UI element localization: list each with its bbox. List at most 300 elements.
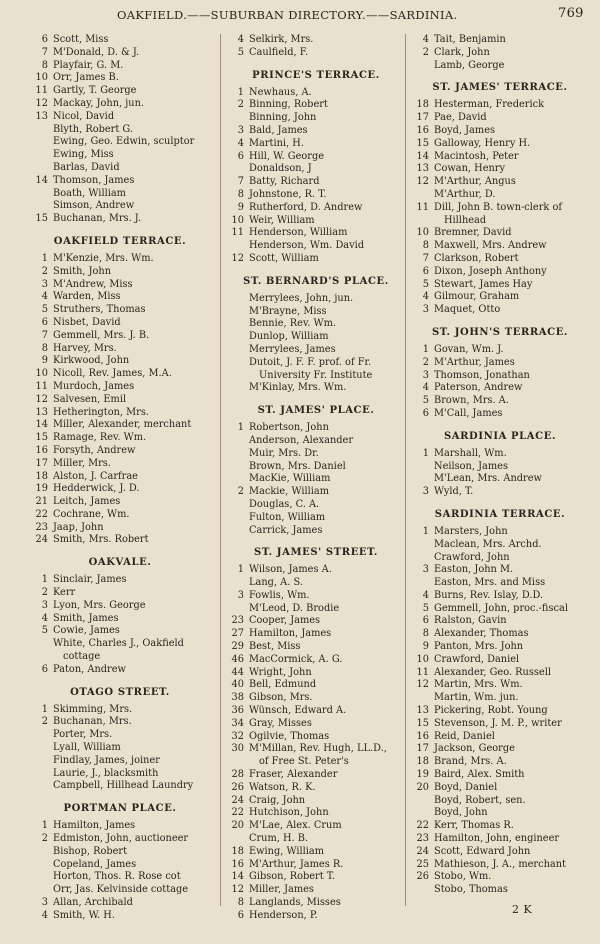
directory-entry	[411, 718, 589, 731]
resident-name: Cowan, Henry	[434, 163, 506, 175]
resident-name: Fraser, Alexander	[249, 769, 338, 781]
resident-name: Mackie, William	[249, 486, 330, 498]
directory-entry	[30, 330, 210, 343]
resident-name: Crawford, Daniel	[434, 653, 520, 665]
house-number: 3	[237, 124, 244, 136]
directory-entry	[226, 448, 406, 461]
resident-name: Smith, W. H.	[53, 909, 115, 921]
directory-entry	[411, 692, 589, 705]
resident-name: of Free St. Peter's	[259, 756, 349, 768]
house-number: 9	[422, 641, 429, 653]
resident-name: Miller, James	[249, 884, 314, 896]
resident-name: Ewing, Miss	[53, 149, 114, 161]
resident-name: Blyth, Robert G.	[53, 123, 134, 135]
resident-name: Craig, John	[249, 794, 306, 806]
resident-name: Batty, Richard	[249, 176, 320, 188]
resident-name: M'Leod, D. Brodie	[249, 602, 340, 614]
directory-entry	[411, 654, 589, 667]
house-number: 26	[231, 781, 244, 793]
resident-name: Watson, R. K.	[249, 781, 316, 793]
directory-entry	[30, 279, 210, 292]
directory-column-1	[30, 34, 210, 923]
house-number: 5	[422, 602, 429, 614]
directory-entry	[226, 718, 406, 731]
directory-entry	[226, 189, 406, 202]
resident-name: Gibson, Mrs.	[249, 692, 313, 704]
resident-name: Cochrane, Wm.	[53, 508, 130, 520]
directory-entry	[411, 603, 589, 616]
directory-entry	[411, 795, 589, 808]
resident-name: M'Arthur, James	[434, 356, 515, 368]
resident-name: Rutherford, D. Andrew	[249, 201, 363, 213]
house-number: 8	[237, 897, 244, 909]
resident-name: Murdoch, James	[53, 380, 135, 392]
directory-entry	[411, 820, 589, 833]
resident-name: Johnstone, R. T.	[249, 188, 327, 200]
house-number: 3	[41, 278, 48, 290]
street-heading: ST. JAMES' TERRACE.	[432, 82, 568, 94]
resident-name: Ogilvie, Thomas	[249, 730, 330, 742]
resident-name: Binning, John	[249, 112, 317, 124]
resident-name: MacCormick, A. G.	[249, 653, 343, 665]
house-number: 13	[35, 110, 48, 122]
house-number: 40	[231, 679, 244, 691]
resident-name: Bald, James	[249, 124, 308, 136]
directory-entry	[226, 331, 406, 344]
house-number: 10	[416, 227, 429, 239]
house-number: 10	[416, 653, 429, 665]
directory-entry	[30, 304, 210, 317]
house-number: 5	[41, 625, 48, 637]
directory-entry	[411, 215, 589, 228]
directory-entry	[411, 189, 589, 202]
resident-name: Wilson, James A.	[249, 564, 332, 576]
resident-name: M'Arthur, James R.	[249, 858, 344, 870]
house-number: 20	[231, 820, 244, 832]
running-title: OAKFIELD.——SUBURBAN DIRECTORY.——SARDINIA.	[117, 8, 458, 22]
directory-entry	[30, 458, 210, 471]
directory-entry	[30, 407, 210, 420]
page-header	[0, 6, 600, 26]
directory-entry	[226, 769, 406, 782]
house-number: 1	[41, 574, 48, 586]
resident-name: White, Charles J., Oakfield	[53, 638, 184, 650]
resident-name: Gray, Misses	[249, 717, 312, 729]
directory-entry	[226, 125, 406, 138]
directory-entry	[30, 85, 210, 98]
resident-name: Buchanan, Mrs. J.	[53, 213, 142, 225]
resident-name: Robertson, John	[249, 422, 329, 434]
house-number: 2	[41, 833, 48, 845]
resident-name: Donaldson, J	[249, 163, 312, 175]
house-number: 18	[416, 99, 429, 111]
directory-entry	[30, 47, 210, 60]
directory-entry	[30, 613, 210, 626]
directory-entry	[226, 435, 406, 448]
directory-entry	[411, 667, 589, 680]
directory-entry	[226, 603, 406, 616]
resident-name: Dixon, Joseph Anthony	[434, 265, 547, 277]
house-number: 13	[416, 163, 429, 175]
directory-entry	[226, 756, 406, 769]
street-heading: OAKVALE.	[88, 557, 152, 569]
street-heading: ST. JAMES' STREET.	[254, 547, 378, 559]
directory-entry	[226, 293, 406, 306]
street-heading: ST. BERNARD'S PLACE.	[243, 275, 389, 287]
directory-entry	[411, 577, 589, 590]
resident-name: Bishop, Robert	[53, 845, 128, 857]
directory-entry	[411, 769, 589, 782]
directory-entry	[411, 705, 589, 718]
directory-entry	[411, 461, 589, 474]
resident-name: Scott, William	[249, 252, 319, 264]
resident-name: Boyd, Daniel	[434, 781, 498, 793]
house-number: 28	[231, 769, 244, 781]
resident-name: Crum, H. B.	[249, 833, 309, 845]
house-number: 18	[231, 845, 244, 857]
directory-entry	[411, 125, 589, 138]
directory-entry	[30, 587, 210, 600]
house-number: 30	[231, 743, 244, 755]
directory-entry	[411, 526, 589, 539]
directory-entry	[226, 884, 406, 897]
directory-entry	[226, 833, 406, 846]
resident-name: Porter, Mrs.	[53, 729, 113, 741]
directory-entry	[226, 705, 406, 718]
directory-entry	[411, 641, 589, 654]
directory-entry	[226, 667, 406, 680]
resident-name: Hillhead	[444, 214, 487, 226]
house-number: 3	[422, 486, 429, 498]
directory-entry	[226, 240, 406, 253]
resident-name: Dutoit, J. F. F. prof. of Fr.	[249, 356, 372, 368]
resident-name: Paterson, Andrew	[434, 382, 523, 394]
resident-name: Easton, John M.	[434, 564, 514, 576]
house-number: 24	[416, 845, 429, 857]
house-number: 8	[422, 240, 429, 252]
house-number: 6	[237, 909, 244, 921]
resident-name: Cowie, James	[53, 625, 120, 637]
resident-name: Brown, Mrs. Daniel	[249, 460, 346, 472]
directory-entry	[226, 615, 406, 628]
resident-name: Kerr, Thomas R.	[434, 820, 514, 832]
resident-name: Pae, David	[434, 112, 487, 124]
directory-entry	[226, 795, 406, 808]
directory-entry	[30, 213, 210, 226]
house-number: 11	[416, 201, 429, 213]
street-heading: ST. JOHN'S TERRACE.	[431, 326, 569, 338]
resident-name: Stevenson, J. M. P., writer	[434, 717, 562, 729]
resident-name: Gemmell, Mrs. J. B.	[53, 329, 150, 341]
directory-entry	[30, 574, 210, 587]
resident-name: Galloway, Henry H.	[434, 137, 531, 149]
resident-name: Harvey, Mrs.	[53, 342, 117, 354]
directory-entry	[226, 318, 406, 331]
resident-name: Bell, Edmund	[249, 679, 317, 691]
resident-name: Henderson, P.	[249, 909, 318, 921]
house-number: 23	[231, 615, 244, 627]
resident-name: Crawford, John	[434, 551, 510, 563]
house-number: 17	[35, 457, 48, 469]
resident-name: Kirkwood, John	[53, 355, 130, 367]
resident-name: Paton, Andrew	[53, 663, 126, 675]
resident-name: M'Brayne, Miss	[249, 305, 327, 317]
directory-entry	[30, 60, 210, 73]
street-heading: OAKFIELD TERRACE.	[53, 235, 187, 247]
resident-name: Alston, J. Carfrae	[53, 470, 138, 482]
house-number: 2	[422, 356, 429, 368]
house-number: 7	[41, 46, 48, 58]
directory-entry	[30, 111, 210, 124]
resident-name: Skimming, Mrs.	[53, 703, 133, 715]
house-number: 17	[416, 112, 429, 124]
resident-name: Boyd, Robert, sen.	[434, 794, 526, 806]
house-number: 12	[231, 884, 244, 896]
page-number: 769	[558, 6, 584, 21]
house-number: 24	[35, 534, 48, 546]
directory-entry	[30, 343, 210, 356]
resident-name: Panton, Mrs. John	[434, 641, 524, 653]
directory-entry	[411, 291, 589, 304]
resident-name: Smith, James	[53, 612, 119, 624]
directory-entry	[226, 422, 406, 435]
house-number: 4	[41, 291, 48, 303]
resident-name: Binning, Robert	[249, 99, 328, 111]
house-number: 6	[41, 34, 48, 45]
directory-entry	[30, 625, 210, 638]
house-number: 6	[41, 663, 48, 675]
resident-name: Miller, Alexander, merchant	[53, 419, 192, 431]
resident-name: Horton, Thos. R. Rose cot	[53, 871, 181, 883]
resident-name: Warden, Miss	[53, 291, 121, 303]
resident-name: Dill, John B. town-clerk of	[434, 201, 562, 213]
house-number: 6	[422, 265, 429, 277]
house-number: 4	[41, 909, 48, 921]
directory-entry	[30, 175, 210, 188]
directory-entry	[30, 394, 210, 407]
resident-name: Caulfield, F.	[249, 46, 309, 58]
house-number: 25	[416, 858, 429, 870]
house-number: 15	[416, 717, 429, 729]
directory-entry	[226, 577, 406, 590]
house-number: 12	[35, 393, 48, 405]
directory-entry	[30, 651, 210, 664]
house-number: 4	[422, 382, 429, 394]
resident-name: M'Lae, Alex. Crum	[249, 820, 342, 832]
house-number: 2	[41, 265, 48, 277]
house-number: 2	[237, 486, 244, 498]
resident-name: Best, Miss	[249, 641, 301, 653]
resident-name: Smith, John	[53, 265, 112, 277]
house-number: 5	[422, 395, 429, 407]
house-number: 12	[231, 252, 244, 264]
directory-entry	[30, 638, 210, 651]
resident-name: Boath, William	[53, 187, 126, 199]
directory-entry	[226, 112, 406, 125]
resident-name: M'Donald, D. & J.	[53, 46, 140, 58]
house-number: 11	[231, 227, 244, 239]
house-number: 13	[416, 705, 429, 717]
directory-entry	[30, 136, 210, 149]
resident-name: Jaap, John	[53, 521, 104, 533]
resident-name: Laurie, J., blacksmith	[53, 767, 159, 779]
directory-entry	[411, 871, 589, 884]
directory-entry	[411, 382, 589, 395]
directory-entry	[30, 253, 210, 266]
directory-entry	[411, 202, 589, 215]
resident-name: Marshall, Wm.	[434, 447, 507, 459]
resident-name: M'Call, James	[434, 407, 503, 419]
directory-column-3	[405, 34, 589, 906]
resident-name: Bennie, Rev. Wm.	[249, 318, 337, 330]
directory-entry	[226, 163, 406, 176]
resident-name: Macintosh, Peter	[434, 150, 519, 162]
street-heading: SARDINIA TERRACE.	[434, 508, 566, 520]
resident-name: Wright, John	[249, 666, 312, 678]
directory-entry	[30, 522, 210, 535]
directory-entry	[411, 448, 589, 461]
resident-name: Forsyth, Andrew	[53, 444, 136, 456]
resident-name: Leitch, James	[53, 496, 121, 508]
resident-name: Hill, W. George	[249, 150, 325, 162]
house-number: 2	[237, 99, 244, 111]
resident-name: Gartly, T. George	[53, 85, 137, 97]
directory-entry	[411, 344, 589, 357]
resident-name: Mathieson, J. A., merchant	[434, 858, 566, 870]
directory-entry	[226, 99, 406, 112]
resident-name: Brown, Mrs. A.	[434, 395, 509, 407]
directory-entry	[411, 473, 589, 486]
directory-entry	[226, 564, 406, 577]
directory-entry	[30, 833, 210, 846]
resident-name: Henderson, William	[249, 227, 348, 239]
resident-name: Orr, Jas. Kelvinside cottage	[53, 884, 189, 896]
directory-entry	[30, 188, 210, 201]
resident-name: Maclean, Mrs. Archd.	[434, 538, 542, 550]
resident-name: Alexander, Geo. Russell	[434, 666, 551, 678]
resident-name: Fulton, William	[249, 511, 326, 523]
resident-name: Henderson, Wm. David	[249, 240, 365, 252]
house-number: 3	[41, 599, 48, 611]
resident-name: Alexander, Thomas	[434, 628, 529, 640]
directory-entry	[411, 151, 589, 164]
directory-entry	[411, 279, 589, 292]
resident-name: Burns, Rev. Islay, D.D.	[434, 589, 544, 601]
house-number: 22	[231, 807, 244, 819]
street-heading: PRINCE'S TERRACE.	[252, 69, 380, 81]
house-number: 1	[41, 252, 48, 264]
resident-name: Anderson, Alexander	[249, 434, 354, 446]
resident-name: Ramage, Rev. Wm.	[53, 432, 147, 444]
resident-name: Lamb, George	[434, 59, 505, 71]
directory-entry	[226, 473, 406, 486]
street-heading: ST. JAMES' PLACE.	[257, 405, 375, 417]
directory-entry	[30, 897, 210, 910]
house-number: 16	[416, 124, 429, 136]
directory-entry	[411, 552, 589, 565]
directory-entry	[411, 807, 589, 820]
directory-entry	[30, 742, 210, 755]
resident-name: Findlay, James, joiner	[53, 754, 160, 766]
directory-entry	[226, 499, 406, 512]
house-number: 6	[422, 615, 429, 627]
resident-name: Govan, Wm. J.	[434, 343, 504, 355]
resident-name: Simson, Andrew	[53, 200, 135, 212]
house-number: 6	[237, 150, 244, 162]
house-number: 3	[237, 589, 244, 601]
directory-entry	[226, 512, 406, 525]
resident-name: Weir, William	[249, 214, 315, 226]
resident-name: Easton, Mrs. and Miss	[434, 577, 546, 589]
resident-name: Martini, H.	[249, 137, 304, 149]
directory-entry	[30, 509, 210, 522]
directory-entry	[226, 370, 406, 383]
house-number: 6	[422, 407, 429, 419]
house-number: 12	[416, 679, 429, 691]
resident-name: M'Lean, Mrs. Andrew	[434, 473, 542, 485]
directory-entry	[411, 846, 589, 859]
resident-name: Hutchison, John	[249, 807, 329, 819]
directory-entry	[226, 344, 406, 357]
house-number: 9	[237, 201, 244, 213]
house-number: 19	[416, 769, 429, 781]
directory-entry	[411, 615, 589, 628]
resident-name: Campbell, Hillhead Laundry	[53, 780, 194, 792]
resident-name: Allan, Archibald	[53, 897, 133, 909]
house-number: 4	[422, 291, 429, 303]
directory-entry	[226, 679, 406, 692]
resident-name: Hetherington, Mrs.	[53, 406, 150, 418]
directory-entry	[411, 34, 589, 47]
house-number: 21	[35, 496, 48, 508]
house-number: 26	[416, 871, 429, 883]
house-number: 16	[35, 444, 48, 456]
house-number: 4	[422, 589, 429, 601]
resident-name: Maquet, Otto	[434, 304, 501, 316]
resident-name: cottage	[63, 651, 101, 663]
directory-entry	[30, 729, 210, 742]
resident-name: Hamilton, John, engineer	[434, 833, 560, 845]
house-number: 32	[231, 730, 244, 742]
resident-name: M'Millan, Rev. Hugh, LL.D.,	[249, 743, 387, 755]
directory-entry	[226, 590, 406, 603]
directory-entry	[226, 782, 406, 795]
house-number: 3	[422, 304, 429, 316]
resident-name: Neilson, James	[434, 460, 508, 472]
resident-name: Martin, Wm. jun.	[434, 692, 519, 704]
directory-entry	[226, 897, 406, 910]
directory-entry	[226, 641, 406, 654]
directory-entry	[30, 716, 210, 729]
directory-entry	[30, 266, 210, 279]
resident-name: Selkirk, Mrs.	[249, 34, 314, 45]
house-number: 36	[231, 705, 244, 717]
directory-entry	[30, 317, 210, 330]
signature-mark: 2 K	[512, 903, 533, 916]
directory-entry	[411, 47, 589, 60]
house-number: 1	[41, 820, 48, 832]
directory-entry	[411, 884, 589, 897]
directory-entry	[30, 846, 210, 859]
resident-name: Hedderwick, J. D.	[53, 483, 140, 495]
resident-name: Ralston, Gavin	[434, 615, 507, 627]
resident-name: Lang, A. S.	[249, 577, 303, 589]
house-number: 11	[416, 666, 429, 678]
resident-name: Tait, Benjamin	[434, 34, 506, 45]
directory-entry	[411, 486, 589, 499]
resident-name: Nicoll, Rev. James, M.A.	[53, 368, 172, 380]
house-number: 1	[422, 525, 429, 537]
